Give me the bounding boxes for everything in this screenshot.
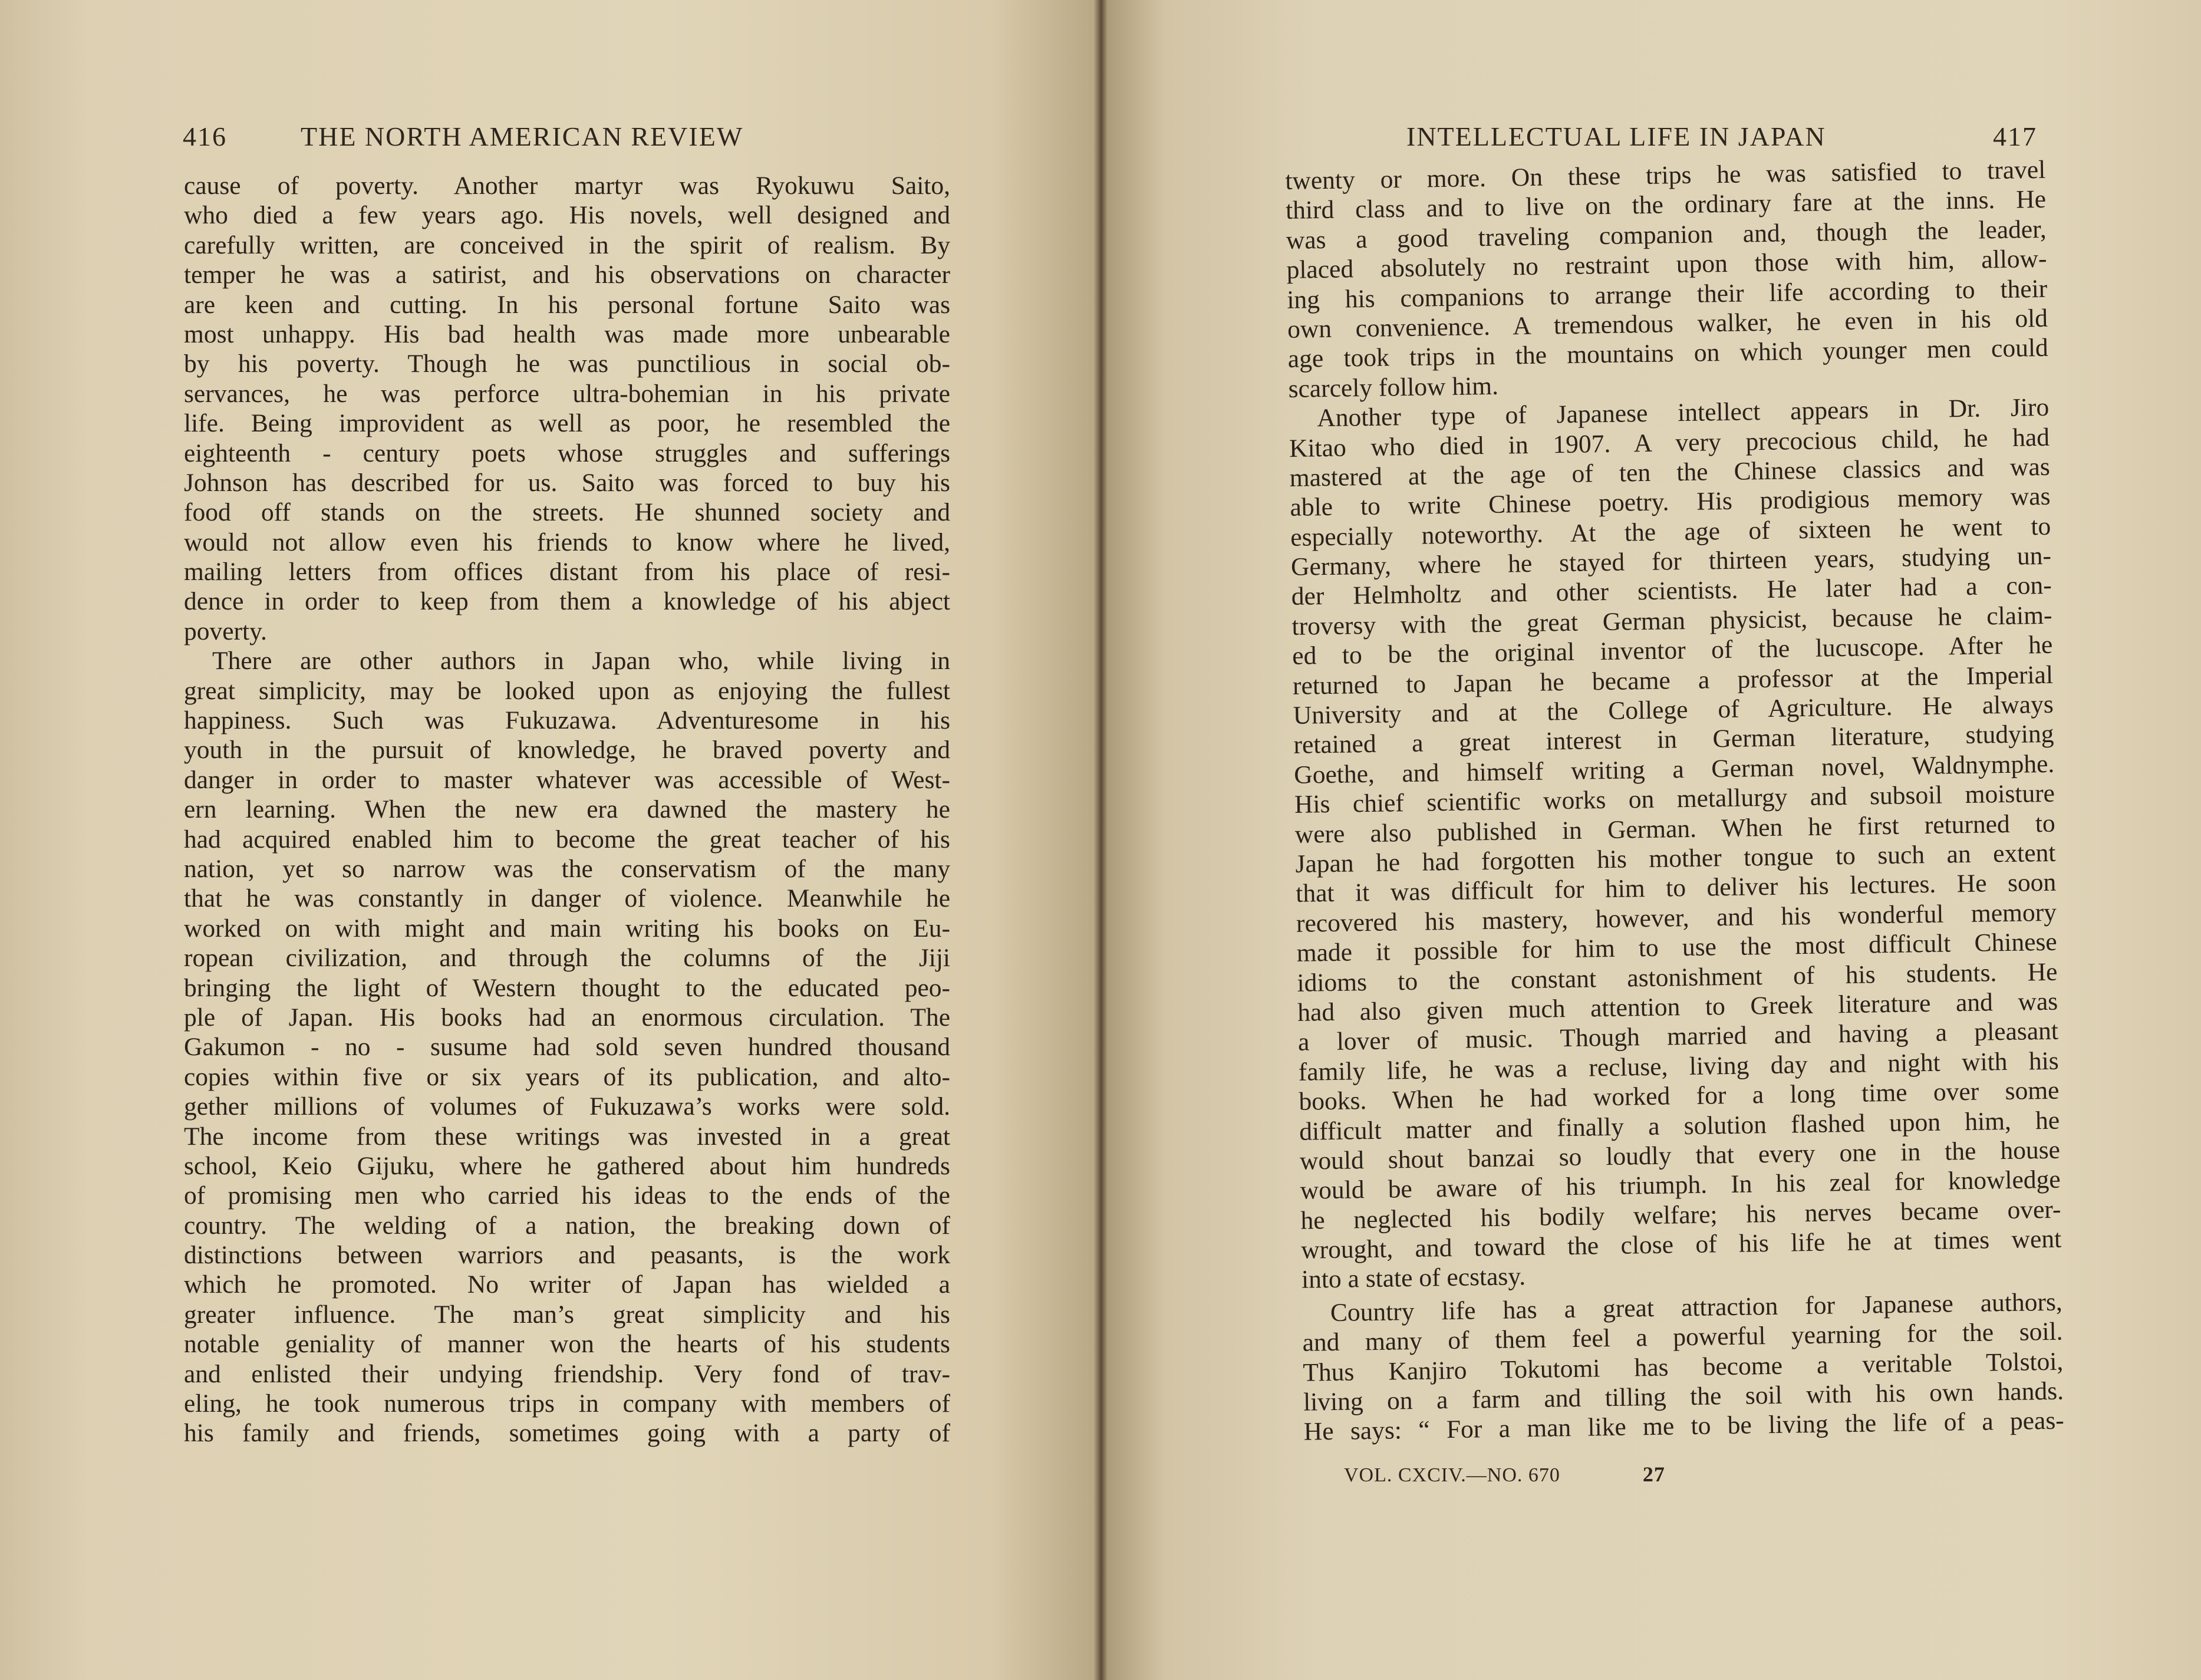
text-line: youth in the pursuit of knowledge, he braved poverty and — [184, 736, 950, 765]
text-line: mastered at the age of ten the Chinese classics and was — [1289, 452, 2051, 492]
text-line: Country life has a great attraction for Japanese authors, — [1330, 1287, 2063, 1327]
text-line: twenty or more. On these trips he was satisfied to travel — [1285, 155, 2046, 195]
right-body-text — [1285, 155, 2064, 1447]
text-line: was a good traveling companion and, though the leader, — [1286, 215, 2047, 255]
text-line: poverty. — [184, 617, 267, 645]
text-line: by his poverty. Though he was punctilious in social ob- — [184, 350, 950, 378]
text-line: and enlisted their undying friendship. Very fond of trav- — [184, 1359, 950, 1388]
text-line: troversy with the great German physicist, because he claim- — [1291, 601, 2052, 641]
text-line: eling, he took numerous trips in company with members of — [184, 1389, 950, 1418]
text-line: servances, he was perforce ultra-bohemian in his private — [184, 379, 950, 408]
text-line: food off stands on the streets. He shunned society and — [184, 498, 950, 527]
text-line: ed to be the original inventor of the lucuscope. After he — [1291, 631, 2053, 671]
text-line: The income from these writings was invested in a great — [184, 1122, 950, 1151]
text-line: his family and friends, sometimes going with a party of — [184, 1419, 950, 1448]
text-line: cause of poverty. Another martyr was Ryokuwu Saito, — [184, 172, 950, 200]
left-page — [0, 0, 1100, 1680]
text-line: into a state of ecstasy. — [1301, 1262, 1526, 1294]
text-line: third class and to live on the ordinary fare at the inns. He — [1285, 185, 2047, 225]
text-line: worked on with might and main writing his books on Eu- — [184, 914, 950, 943]
text-line: great simplicity, may be looked upon as enjoying the fullest — [184, 676, 950, 705]
text-line: were also published in German. When he first returned to — [1294, 809, 2056, 849]
text-line: scarcely follow him. — [1288, 371, 1499, 403]
text-line: Johnson has described for us. Saito was forced to buy his — [184, 468, 950, 497]
text-line: life. Being improvident as well as poor, he resembled the — [184, 409, 950, 438]
text-line: recovered his mastery, however, and his wonderful memory — [1296, 898, 2057, 938]
right-running-head: INTELLECTUAL LIFE IN JAPAN — [1406, 121, 1826, 151]
text-line: books. When he had worked for a long time over some — [1299, 1076, 2060, 1116]
text-line: ple of Japan. His books had an enormous circulation. The — [184, 1003, 950, 1032]
text-line: Kitao who died in 1907. A very precocious child, he had — [1289, 423, 2050, 463]
text-line: Goethe, and himself writing a German novel, Waldnymphe. — [1293, 749, 2055, 789]
text-line: mailing letters from offices distant from his place of resi- — [184, 558, 950, 587]
text-line: living on a farm and tilling the soil with his own hands. — [1303, 1376, 2064, 1417]
text-line: Gakumon - no - susume had sold seven hundred thousand — [184, 1033, 950, 1062]
text-line: especially noteworthy. At the age of sixteen he went to — [1290, 512, 2051, 552]
text-line: eighteenth - century poets whose struggles and sufferings — [184, 439, 950, 467]
text-line: would be aware of his triumph. In his zeal for knowledge — [1300, 1165, 2061, 1205]
signature-mark: 27 — [1642, 1462, 1665, 1486]
text-line: which he promoted. No writer of Japan has wielded a — [184, 1270, 950, 1299]
text-line: returned to Japan he became a professor at the Imperial — [1292, 660, 2054, 700]
text-line: family life, he was a recluse, living day and night with his — [1298, 1046, 2060, 1086]
text-line: he neglected his bodily welfare; his nerves became over- — [1300, 1195, 2061, 1235]
text-line: who died a few years ago. His novels, well designed and — [184, 201, 950, 230]
right-page-footer — [1344, 1462, 1665, 1487]
text-line: school, Keio Gijuku, where he gathered about him hundreds — [184, 1151, 950, 1180]
text-line: country. The welding of a nation, the breaking down of — [184, 1211, 950, 1240]
text-line: Germany, where he stayed for thirteen years, studying un- — [1290, 541, 2052, 582]
left-body-text — [184, 171, 950, 1448]
text-line: made it possible for him to use the most difficult Chinese — [1296, 927, 2058, 968]
text-line: He says: “ For a man like me to be living the life of a peas- — [1303, 1406, 2065, 1447]
text-line: ing his companions to arrange their life according to their — [1287, 274, 2048, 314]
text-line: His chief scientific works on metallurgy and subsoil moisture — [1294, 779, 2055, 819]
left-page-number: 416 — [183, 121, 227, 151]
text-line: danger in order to master whatever was accessible of West- — [184, 765, 950, 794]
text-line: happiness. Such was Fukuzawa. Adventuresome in his — [184, 706, 950, 735]
text-line: University and at the College of Agriculture. He always — [1293, 690, 2054, 730]
text-line: difficult matter and finally a solution flashed upon him, he — [1299, 1106, 2060, 1146]
text-line: Thus Kanjiro Tokutomi has become a veritable Tolstoi, — [1303, 1347, 2064, 1387]
text-line: placed absolutely no restraint upon those with him, allow- — [1286, 245, 2047, 285]
text-line: are keen and cutting. In his personal fortune Saito was — [184, 290, 950, 319]
text-line: retained a great interest in German literature, studying — [1293, 720, 2054, 760]
book-gutter — [1094, 0, 1107, 1680]
text-line: Another type of Japanese intellect appears in Dr. Jiro — [1316, 393, 2050, 433]
text-line: der Helmholtz and other scientists. He later had a con- — [1291, 571, 2052, 611]
text-line: greater influence. The man’s great simplicity and his — [184, 1300, 950, 1329]
text-line: dence in order to keep from them a knowledge of his abject — [184, 587, 950, 616]
text-line: able to write Chinese poetry. His prodigious memory was — [1290, 482, 2051, 522]
text-line: carefully written, are conceived in the spirit of realism. By — [184, 230, 950, 259]
text-line: nation, yet so narrow was the conservatism of the many — [184, 854, 950, 883]
left-running-head: THE NORTH AMERICAN REVIEW — [301, 121, 744, 151]
text-line: and many of them feel a powerful yearning for the soil. — [1302, 1317, 2063, 1358]
text-line: ropean civilization, and through the columns of the Jiji — [184, 944, 950, 973]
text-line: of promising men who carried his ideas to the ends of the — [184, 1181, 950, 1210]
text-line: gether millions of volumes of Fukuzawa’s works were sold. — [184, 1092, 950, 1121]
text-line: wrought, and toward the close of his life he at times went — [1300, 1224, 2062, 1264]
left-running-header — [183, 121, 949, 162]
volume-number: VOL. CXCIV.—NO. 670 — [1344, 1464, 1560, 1486]
text-line: ern learning. When the new era dawned the mastery he — [184, 795, 950, 824]
text-line: had also given much attention to Greek literature and was — [1297, 987, 2058, 1027]
text-line: most unhappy. His bad health was made more unbearable — [184, 319, 950, 348]
text-line: temper he was a satirist, and his observations on character — [184, 261, 950, 289]
text-line: There are other authors in Japan who, while living in — [212, 647, 950, 676]
text-line: age took trips in the mountains on which younger men could — [1287, 334, 2049, 374]
text-line: notable geniality of manner won the hearts of his students — [184, 1330, 950, 1359]
text-line: that he was constantly in danger of violence. Meanwhile he — [184, 884, 950, 913]
right-page-number: 417 — [1993, 121, 2037, 151]
text-line: bringing the light of Western thought to the educated peo- — [184, 973, 950, 1002]
text-line: Japan he had forgotten his mother tongue to such an extent — [1295, 838, 2056, 878]
text-line: would not allow even his friends to know where he lived, — [184, 528, 950, 556]
text-line: idioms to the constant astonishment of his students. He — [1297, 957, 2058, 997]
text-line: would shout banzai so loudly that every one in the house — [1299, 1135, 2061, 1175]
text-line: copies within five or six years of its publication, and alto- — [184, 1062, 950, 1091]
text-line: own convenience. A tremendous walker, he even in his old — [1287, 304, 2048, 344]
text-line: distinctions between warriors and peasants, is the work — [184, 1241, 950, 1270]
text-line: had acquired enabled him to become the great teacher of his — [184, 825, 950, 854]
text-line: a lover of music. Though married and having a pleasant — [1297, 1017, 2059, 1057]
text-line: that it was difficult for him to deliver his lectures. He soon — [1295, 868, 2057, 908]
